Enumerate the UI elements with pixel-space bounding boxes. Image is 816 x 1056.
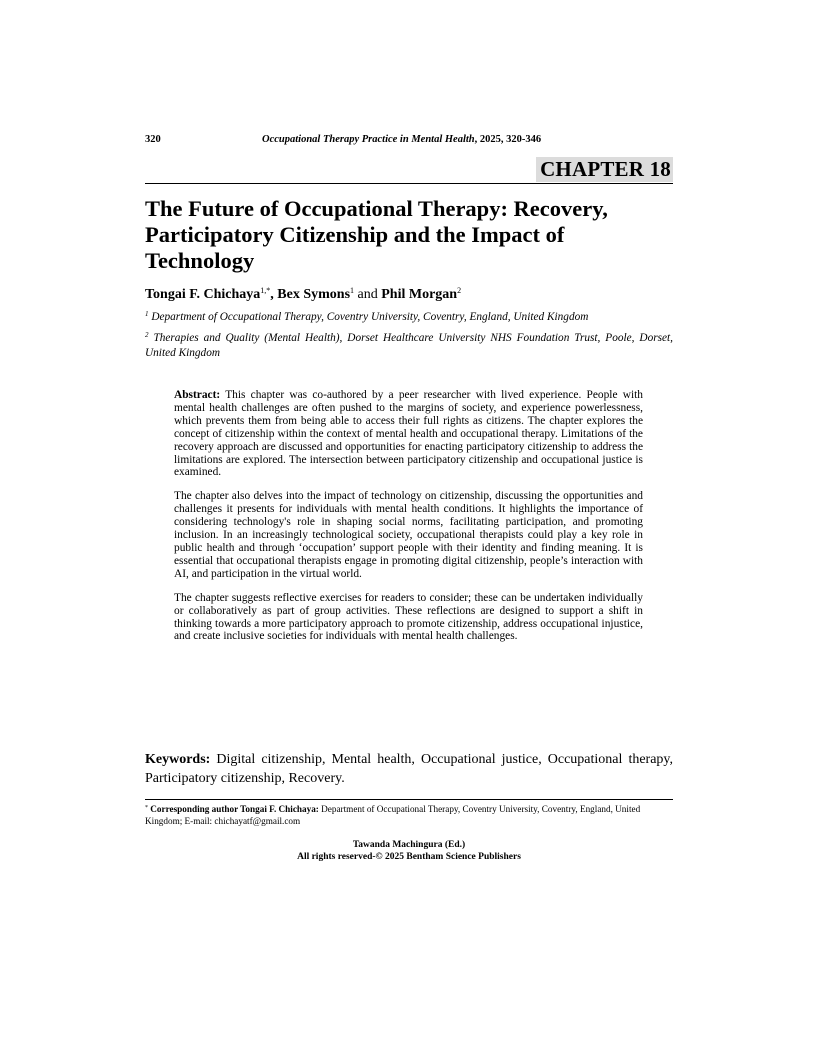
page-number: 320 — [145, 134, 161, 145]
abstract-label: Abstract: — [174, 389, 221, 401]
chapter-header — [145, 157, 673, 184]
affiliation-text: Department of Occupational Therapy, Coventry University, Coventry, England, United Kingdom — [151, 311, 589, 323]
abstract-text: This chapter was co-authored by a peer researcher with lived experience. People with mental health challenges are often pushed to the margins of society, and experience powerlessness, which prevents them from being able to access their full rights as citizens. The chapter explores the concept of citizenship within the context of mental health and occupational therapy. Limitations of the recovery approach are discussed and opportunities for enacting participatory citizenship to address the limitations are explored. The intersection between participatory citizenship and occupational justice is examined. — [174, 389, 643, 479]
abstract-paragraph: The chapter suggests reflective exercises for readers to consider; these can be undertaken individually or collaboratively as part of group activities. These reflections are designed to support a shift in thinking towards a more participatory approach to promote citizenship, address occupational injustice, and create inclusive societies for individuals with mental health challenges. — [174, 591, 643, 643]
journal-citation — [262, 133, 541, 147]
footnote-marker: * — [145, 805, 148, 811]
author-name: Bex Symons — [277, 287, 351, 302]
journal-title: Occupational Therapy Practice in Mental Health — [262, 134, 475, 145]
copyright-line: All rights reserved-© 2025 Bentham Science Publishers — [297, 852, 521, 862]
author-separator: and — [354, 287, 382, 302]
author-affiliation-marker: 1,* — [260, 286, 271, 295]
affiliation-text: Therapies and Quality (Mental Health), Dorset Healthcare University NHS Foundation Trust, Poole, Dorset, United Kingdom — [145, 331, 673, 359]
editor-name: Tawanda Machingura (Ed.) — [352, 840, 466, 850]
footnote-label: Corresponding author Tongai F. Chichaya: — [150, 804, 319, 814]
author-affiliation-marker: 1 — [350, 286, 355, 295]
affiliation-number: 1 — [145, 310, 149, 318]
affiliation-number: 2 — [145, 330, 149, 339]
keywords-text: Digital citizenship, Mental health, Occupational justice, Occupational therapy, Participatory citizenship, Recovery. — [145, 752, 674, 786]
abstract-paragraph — [174, 389, 643, 479]
affiliation — [145, 331, 673, 362]
chapter-title-line: Participatory Citizenship and the Impact of — [145, 222, 565, 247]
chapter-title — [145, 196, 673, 274]
footnote-divider — [145, 799, 673, 800]
editor-credit — [145, 839, 673, 863]
affiliation-list — [145, 310, 673, 367]
author-affiliation-marker: 2 — [457, 286, 462, 295]
footnote-text: Department of Occupational Therapy, Coventry University, Coventry, England, United Kingdom; E-mail: chichayatf@gmail.com — [145, 804, 641, 826]
abstract-paragraph: The chapter also delves into the impact of technology on citizenship, discussing the opportunities and challenges it presents for individuals with mental health conditions. It highlights the importance of considering technology's role in shaping social norms, facilitating participation, and promoting inclusion. In an increasingly technological society, occupational therapists could play a key role in public health and through ‘occupation’ support people with their identity and finding meaning. It is essential that occupational therapists engage in promoting digital citizenship, people’s interaction with AI, and participation in the virtual world. — [174, 490, 643, 580]
chapter-label: CHAPTER 18 — [536, 157, 673, 182]
corresponding-author-footnote — [145, 803, 673, 827]
author-name: Tongai F. Chichaya — [145, 287, 261, 302]
keywords — [145, 750, 673, 788]
chapter-title-line: Technology — [145, 248, 255, 273]
affiliation — [145, 310, 673, 326]
keywords-label: Keywords: — [145, 752, 211, 767]
abstract — [174, 389, 643, 654]
author-name: Phil Morgan — [381, 287, 458, 302]
author-list — [145, 286, 673, 304]
author-separator: , — [270, 287, 278, 302]
journal-volume-pages: , 2025, 320-346 — [474, 134, 542, 145]
chapter-title-line: The Future of Occupational Therapy: Recovery, — [145, 196, 608, 221]
